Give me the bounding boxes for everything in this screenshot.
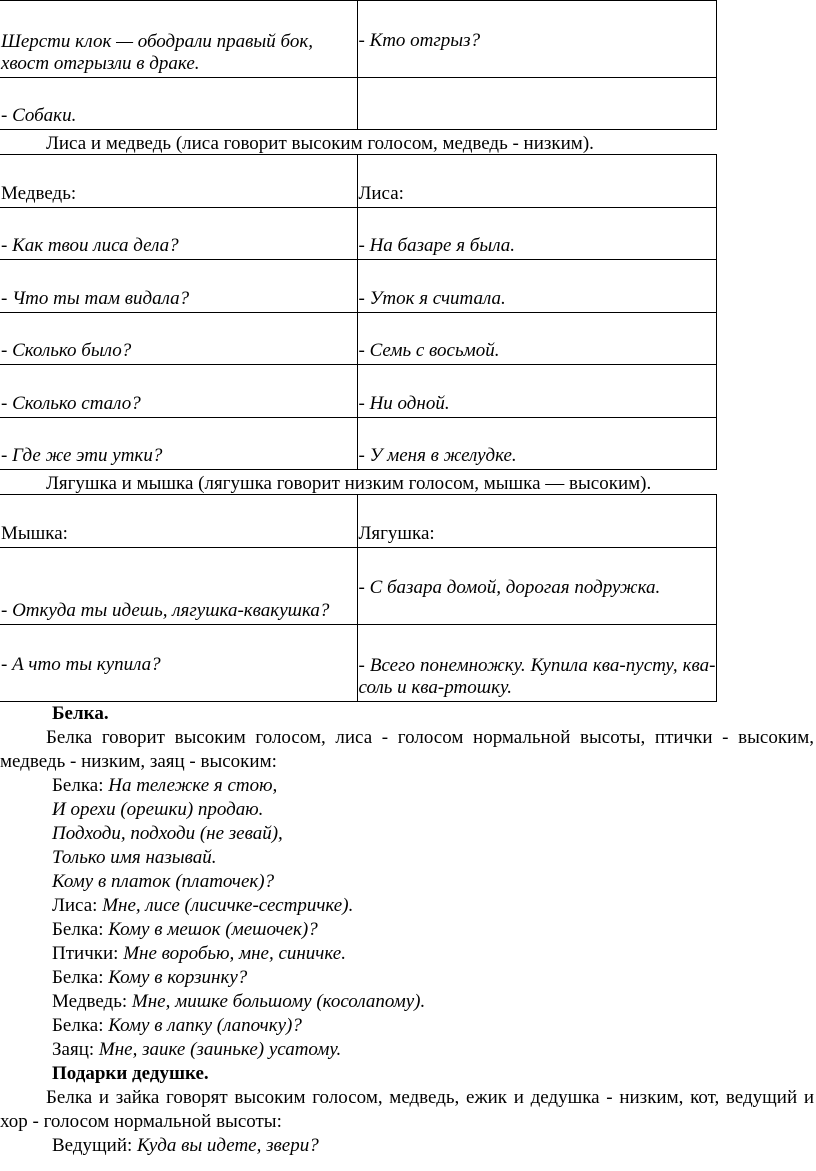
table-row bbox=[0, 260, 716, 313]
dialogue-line bbox=[0, 966, 816, 990]
dialogue-table-frog-mouse bbox=[0, 494, 717, 702]
spoken-text: На тележке я стою, bbox=[108, 775, 278, 796]
table-cell: - Где же эти утки? bbox=[0, 418, 357, 470]
table-cell: - С базара домой, дорогая подружка. bbox=[357, 548, 716, 625]
spoken-text: Кому в лапку (лапочку)? bbox=[108, 1015, 302, 1036]
section-heading-squirrel: Белка. bbox=[52, 703, 109, 724]
spoken-text: Мне, заике (заиньке) усатому. bbox=[98, 1039, 342, 1060]
spoken-text: Мне воробью, мне, синичке. bbox=[123, 943, 346, 964]
table-row bbox=[0, 313, 716, 365]
table-row bbox=[0, 548, 716, 625]
speaker-label: Белка: bbox=[52, 967, 109, 988]
speaker-label: Белка: bbox=[52, 775, 109, 796]
table-cell: - Откуда ты идешь, лягушка-квакушка? bbox=[0, 548, 357, 625]
dialogue-line bbox=[0, 798, 816, 822]
table-cell: - А что ты купила? bbox=[0, 625, 357, 702]
spoken-text: Мне, мишке большому (косолапому). bbox=[131, 991, 426, 1012]
table-cell: - Сколько стало? bbox=[0, 365, 357, 418]
section-intro-squirrel: Белка говорит высоким голосом, лиса - голосом нормальной высоты, птички - высоким, медведь - низким, заяц - высоким: bbox=[0, 727, 814, 772]
dialogue-line bbox=[0, 1038, 816, 1062]
speaker-label: Лиса: bbox=[52, 895, 103, 916]
table-cell: - Всего понемножку. Купила ква-пусту, ква-соль и ква-ртошку. bbox=[357, 625, 716, 702]
speaker-label: Ведущий: bbox=[52, 1135, 138, 1156]
table-header-cell: Лягушка: bbox=[357, 495, 716, 548]
caption-frog-mouse: Лягушка и мышка (лягушка говорит низким голосом, мышка — высоким). bbox=[46, 473, 652, 494]
spoken-text: Кому в мешок (мешочек)? bbox=[108, 919, 318, 940]
dialogue-table-dog bbox=[0, 0, 717, 130]
table-row bbox=[0, 78, 716, 130]
table-row bbox=[0, 365, 716, 418]
dialogue-line bbox=[0, 990, 816, 1014]
table-row bbox=[0, 1, 716, 78]
spoken-text: Куда вы идете, звери? bbox=[137, 1135, 319, 1156]
table-row bbox=[0, 208, 716, 260]
speaker-label: Заяц: bbox=[52, 1039, 99, 1060]
speaker-label: Белка: bbox=[52, 919, 109, 940]
table-cell: - Кто отгрыз? bbox=[357, 1, 716, 78]
dialogue-table-fox-bear bbox=[0, 154, 717, 470]
spoken-text: Кому в платок (платочек)? bbox=[52, 871, 275, 892]
dialogue-lines-squirrel bbox=[0, 774, 816, 1062]
table-cell: - Уток я считала. bbox=[357, 260, 716, 313]
table-cell: Шерсти клок — ободрали правый бок, хвост отгрызли в драке. bbox=[0, 1, 357, 78]
table-cell: - Как твои лиса дела? bbox=[0, 208, 357, 260]
table-cell bbox=[357, 78, 716, 130]
dialogue-line bbox=[0, 822, 816, 846]
dialogue-line bbox=[0, 1014, 816, 1038]
table-row bbox=[0, 625, 716, 702]
table-cell: - У меня в желудке. bbox=[357, 418, 716, 470]
table-header-cell: Мышка: bbox=[0, 495, 357, 548]
table-cell: - Семь с восьмой. bbox=[357, 313, 716, 365]
section-intro-gifts: Белка и зайка говорят высоким голосом, медведь, ежик и дедушка - низким, кот, ведущий и хор - голосом нормальной высоты: bbox=[0, 1087, 814, 1132]
caption-fox-bear: Лиса и медведь (лиса говорит высоким голосом, медведь - низким). bbox=[46, 133, 594, 154]
spoken-text: Мне, лисе (лисичке-сестричке). bbox=[102, 895, 354, 916]
table-cell: - Собаки. bbox=[0, 78, 357, 130]
dialogue-line bbox=[0, 774, 816, 798]
dialogue-line bbox=[0, 870, 816, 894]
dialogue-line bbox=[0, 1134, 816, 1158]
table-header-row bbox=[0, 155, 716, 208]
table-row bbox=[0, 418, 716, 470]
speaker-label: Белка: bbox=[52, 1015, 109, 1036]
spoken-text: И орехи (орешки) продаю. bbox=[52, 799, 264, 820]
table-cell: - Ни одной. bbox=[357, 365, 716, 418]
table-header-cell: Медведь: bbox=[0, 155, 357, 208]
table-cell: - Что ты там видала? bbox=[0, 260, 357, 313]
dialogue-lines-gifts bbox=[0, 1134, 816, 1158]
dialogue-line bbox=[0, 942, 816, 966]
table-header-cell: Лиса: bbox=[357, 155, 716, 208]
table-cell: - На базаре я была. bbox=[357, 208, 716, 260]
spoken-text: Только имя называй. bbox=[52, 847, 217, 868]
table-cell: - Сколько было? bbox=[0, 313, 357, 365]
script-body bbox=[0, 702, 816, 1158]
dialogue-line bbox=[0, 894, 816, 918]
speaker-label: Птички: bbox=[52, 943, 124, 964]
dialogue-line bbox=[0, 918, 816, 942]
section-heading-gifts: Подарки дедушке. bbox=[52, 1063, 209, 1084]
table-header-row bbox=[0, 495, 716, 548]
spoken-text: Подходи, подходи (не зевай), bbox=[52, 823, 283, 844]
speaker-label: Медведь: bbox=[52, 991, 132, 1012]
dialogue-line bbox=[0, 846, 816, 870]
spoken-text: Кому в корзинку? bbox=[108, 967, 248, 988]
